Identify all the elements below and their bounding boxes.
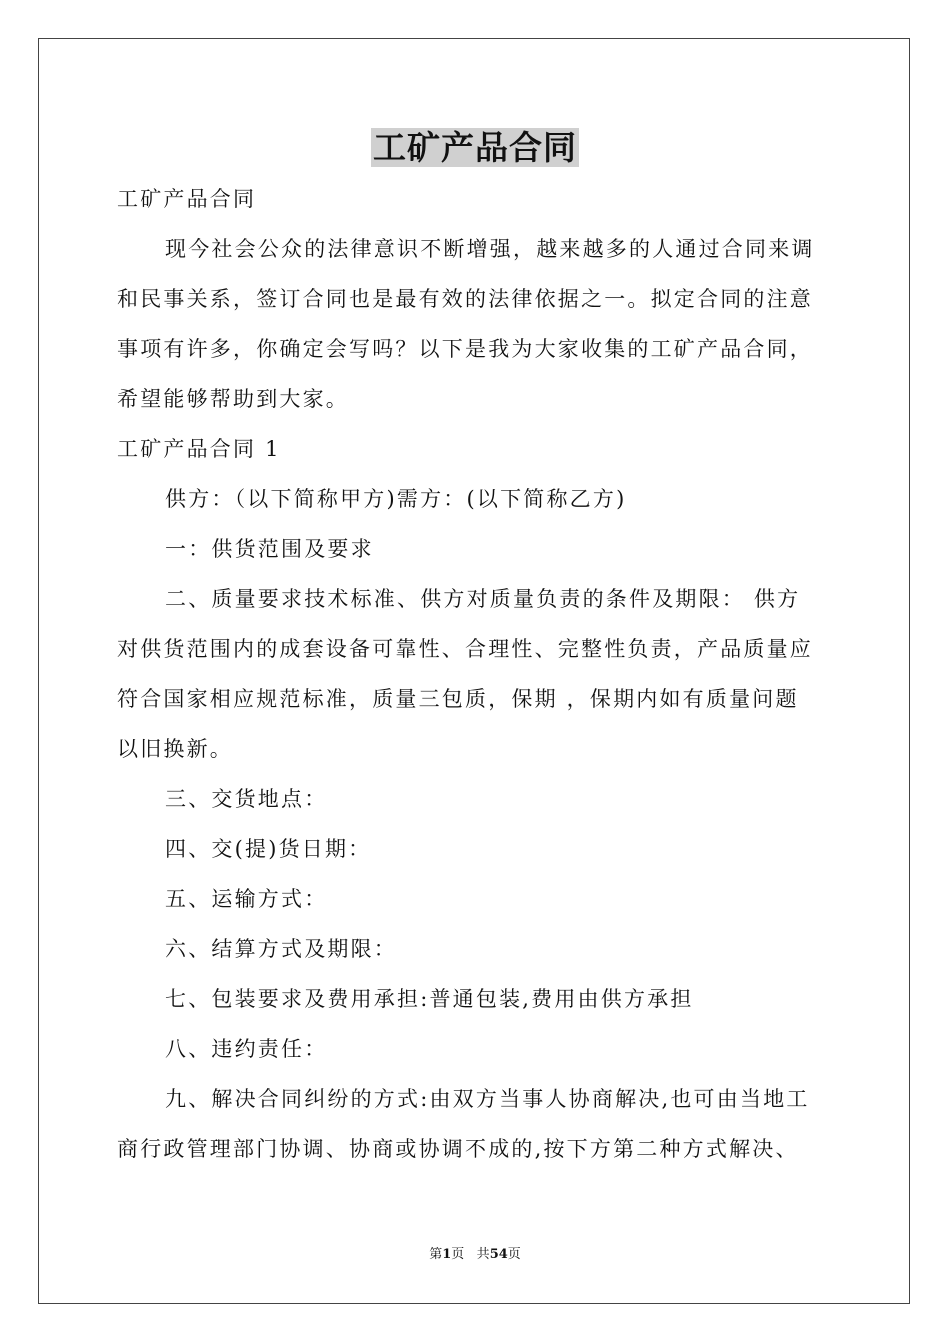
intro-line: 希望能够帮助到大家。 xyxy=(117,387,349,411)
total-suffix: 页 xyxy=(507,1247,521,1262)
page-number: 1 xyxy=(442,1247,452,1262)
intro-line: 现今社会公众的法律意识不断增强，越来越多的人通过合同来调 xyxy=(165,237,815,261)
clause-9-line: 商行政管理部门协调、协商或协调不成的,按下方第二种方式解决、 xyxy=(117,1137,799,1161)
clause-2-line: 对供货范围内的成套设备可靠性、合理性、完整性负责，产品质量应 xyxy=(117,637,813,661)
page-suffix: 页 xyxy=(451,1247,465,1262)
clause-5: 五、运输方式： xyxy=(165,887,328,911)
parties-line: 供方：（以下简称甲方)需方：(以下简称乙方) xyxy=(165,487,627,511)
clause-1: 一：供货范围及要求 xyxy=(165,537,374,561)
total-prefix: 共 xyxy=(476,1247,490,1262)
clause-4: 四、交(提)货日期： xyxy=(165,837,372,861)
clause-2-line: 符合国家相应规范标准，质量三包质，保期 ，保期内如有质量问题 xyxy=(117,687,799,711)
clause-7: 七、包装要求及费用承担:普通包装,费用由供方承担 xyxy=(165,987,694,1011)
document-body xyxy=(117,174,833,1174)
total-pages: 54 xyxy=(489,1247,508,1262)
clause-2-line: 二、质量要求技术标准、供方对质量负责的条件及期限： 供方 xyxy=(165,587,801,611)
clause-9-line: 九、解决合同纠纷的方式:由双方当事人协商解决,也可由当地工 xyxy=(165,1087,810,1111)
intro-line: 和民事关系，签订合同也是最有效的法律依据之一。拟定合同的注意 xyxy=(117,287,813,311)
clause-3: 三、交货地点： xyxy=(165,787,328,811)
document-title xyxy=(0,126,950,170)
page-footer xyxy=(0,1246,950,1264)
document-subtitle: 工矿产品合同 xyxy=(117,187,257,211)
clause-8: 八、违约责任： xyxy=(165,1037,328,1061)
page-prefix: 第 xyxy=(429,1247,443,1262)
clause-6: 六、结算方式及期限： xyxy=(165,937,397,961)
document-title-text: 工矿产品合同 xyxy=(373,128,577,167)
intro-line: 事项有许多，你确定会写吗？以下是我为大家收集的工矿产品合同， xyxy=(117,337,813,361)
section-heading: 工矿产品合同 1 xyxy=(117,437,281,461)
clause-2-line: 以旧换新。 xyxy=(117,737,233,761)
